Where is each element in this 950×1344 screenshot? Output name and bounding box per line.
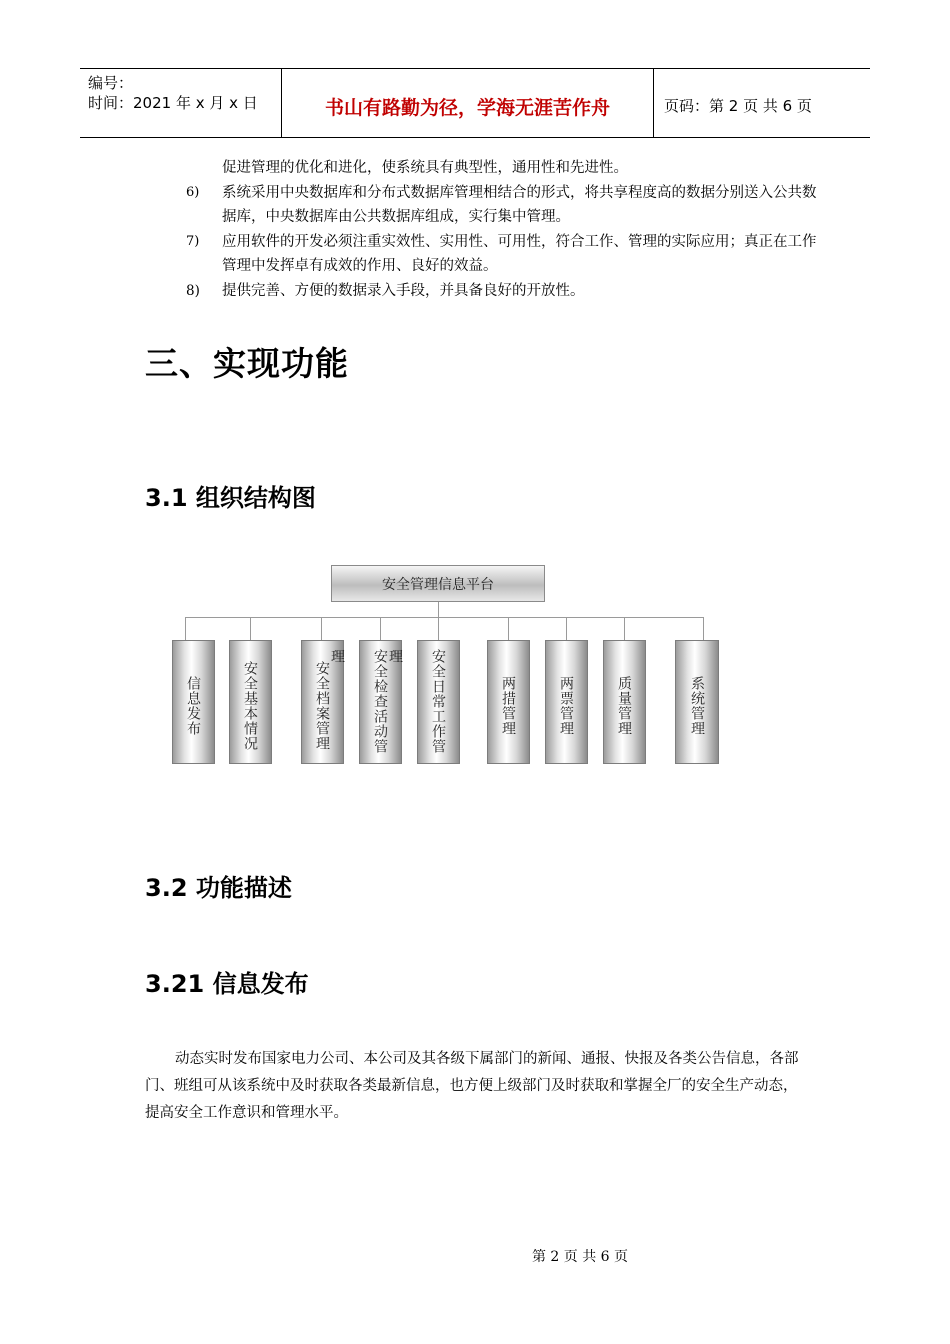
org-connector bbox=[380, 617, 381, 640]
section-title: 三、实现功能 bbox=[145, 344, 349, 383]
list-item-number: 7) bbox=[186, 233, 200, 249]
list-item-number: 6) bbox=[186, 184, 200, 200]
org-connector bbox=[703, 617, 704, 640]
org-connector bbox=[624, 617, 625, 640]
list-item bbox=[186, 156, 826, 181]
org-connector bbox=[438, 617, 439, 640]
org-connector bbox=[185, 617, 186, 640]
org-node-safety-daily-work: 安全日常工作管 bbox=[417, 640, 460, 764]
header-motto: 书山有路勤为径，学海无涯苦作舟 bbox=[324, 96, 610, 119]
org-node-safety-archives: 安全档案管理 bbox=[301, 640, 344, 764]
requirements-list bbox=[186, 156, 826, 303]
subsection-title-info-publish: 3.21 信息发布 bbox=[145, 970, 309, 998]
list-item-text: 提供完善、方便的数据录入手段，并具备良好的开放性。 bbox=[222, 282, 585, 299]
org-connector bbox=[566, 617, 567, 640]
list-item-text: 促进管理的优化和进化，使系统具有典型性，通用性和先进性。 bbox=[222, 160, 628, 176]
org-node-safety-inspection: 安全检查活动管 bbox=[359, 640, 402, 764]
body-paragraph: 动态实时发布国家电力公司、本公司及其各级下属部门的新闻、通报、快报及各类公告信息，各部门、班组可从该系统中及时获取各类最新信息，也方便上级部门及时获取和掌握全厂的安全生产动态，提高安全工作意识和管理水平。 bbox=[145, 1051, 799, 1121]
list-item-number: 8) bbox=[186, 282, 200, 299]
header-page-info: 页码：第 2 页 共 6 页 bbox=[664, 97, 812, 115]
org-root-node: 安全管理信息平台 bbox=[331, 565, 545, 602]
serial-label: 编号： bbox=[88, 74, 134, 92]
header-meta bbox=[88, 73, 278, 113]
list-item-text: 应用软件的开发必须注重实效性、实用性、可用性，符合工作、管理的实际应用；真正在工作管理中发挥卓有成效的作用、良好的效益。 bbox=[222, 233, 817, 274]
org-node-quality: 质量管理 bbox=[603, 640, 646, 764]
list-item-text: 系统采用中央数据库和分布式数据库管理相结合的形式，将共享程度高的数据分别送入公共数据库，中央数据库由公共数据库组成，实行集中管理。 bbox=[222, 184, 817, 225]
org-node-system: 系统管理 bbox=[675, 640, 719, 764]
org-node-two-tickets: 两票管理 bbox=[545, 640, 588, 764]
list-item bbox=[186, 181, 826, 230]
header-divider bbox=[653, 69, 654, 137]
page-footer: 第 2 页 共 6 页 bbox=[531, 1249, 629, 1265]
list-item bbox=[186, 279, 826, 304]
org-node-safety-basics: 安全基本情况 bbox=[229, 640, 272, 764]
org-connector bbox=[185, 617, 704, 618]
org-node-info-publish: 信息发布 bbox=[172, 640, 215, 764]
page-header bbox=[80, 68, 870, 138]
list-item bbox=[186, 230, 826, 279]
org-connector bbox=[438, 602, 439, 617]
org-node-two-measures: 两措管理 bbox=[487, 640, 530, 764]
time-label: 时间：2021 年 x 月 x 日 bbox=[88, 94, 258, 112]
subsection-title-org-chart: 3.1 组织结构图 bbox=[145, 484, 316, 512]
org-connector bbox=[321, 617, 322, 640]
org-connector bbox=[250, 617, 251, 640]
subsection-title-function-desc: 3.2 功能描述 bbox=[145, 874, 292, 902]
org-connector bbox=[508, 617, 509, 640]
